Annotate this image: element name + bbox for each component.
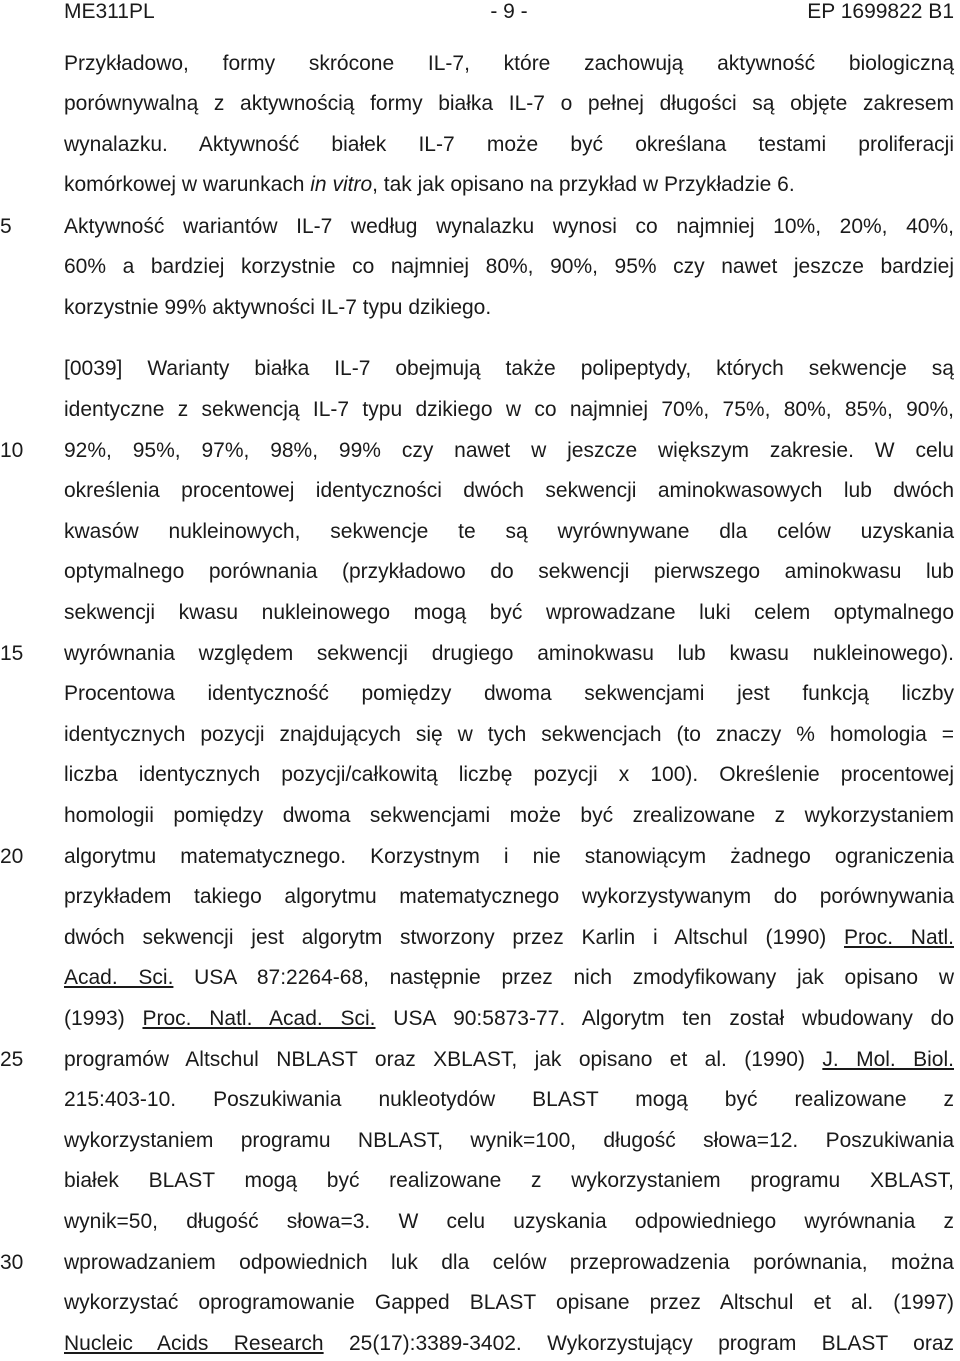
line-text: USA 90:5873-77. Algorytm ten został wbudowany do	[375, 1007, 954, 1030]
patent-number: EP 1699822 B1	[807, 0, 954, 23]
paragraph-line: 92%, 95%, 97%, 98%, 99% czy nawet w jeszcze większym zakresie. W celu	[64, 439, 954, 462]
journal-citation: J. Mol. Biol.	[822, 1048, 954, 1071]
line-text: , tak jak opisano na przykład w Przykładzie 6.	[372, 173, 795, 196]
paragraph-line: porównywalną z aktywnością formy białka IL-7 o pełnej długości są objęte zakresem	[64, 92, 954, 115]
paragraph-line	[64, 354, 954, 384]
paragraph-line	[64, 923, 954, 953]
journal-citation: Proc. Natl. Acad. Sci.	[142, 1007, 376, 1030]
paragraph-line: Aktywność wariantów IL-7 według wynalazku wynosi co najmniej 10%, 20%, 40%,	[64, 215, 954, 238]
margin-line-number: 25	[0, 1048, 24, 1071]
paragraph-line: Procentowa identyczność pomiędzy dwoma sekwencjami jest funkcją liczby	[64, 682, 954, 705]
paragraph-line	[64, 1004, 954, 1034]
paragraph-line: wprowadzaniem odpowiednich luk dla celów przeprowadzenia porównania, można	[64, 1251, 954, 1274]
paragraph-line: białek BLAST mogą być realizowane z wykorzystaniem programu XBLAST,	[64, 1169, 954, 1192]
paragraph-line: 215:403-10. Poszukiwania nukleotydów BLAST mogą być realizowane z	[64, 1088, 954, 1111]
journal-citation: Nucleic Acids Research	[64, 1332, 324, 1355]
paragraph-line: określenia procentowej identyczności dwóch sekwencji aminokwasowych lub dwóch	[64, 479, 954, 502]
paragraph-line: wykorzystaniem programu NBLAST, wynik=100, długość słowa=12. Poszukiwania	[64, 1129, 954, 1152]
line-text: dwóch sekwencji jest algorytm stworzony przez Karlin i Altschul (1990)	[64, 926, 845, 949]
line-text: komórkowej w warunkach	[64, 173, 311, 196]
line-text: USA 87:2264-68, następnie przez nich zmodyfikowany jak opisano w	[173, 966, 954, 989]
paragraph-line: liczba identycznych pozycji/całkowitą liczbę pozycji x 100). Określenie procentowej	[64, 763, 954, 786]
paragraph-line: wykorzystać oprogramowanie Gapped BLAST opisane przez Altschul et al. (1997)	[64, 1291, 954, 1314]
paragraph-line: identyczne z sekwencją IL-7 typu dzikiego w co najmniej 70%, 75%, 80%, 85%, 90%,	[64, 398, 954, 421]
paragraph-line: korzystnie 99% aktywności IL-7 typu dzikiego.	[64, 296, 492, 319]
paragraph-line: kwasów nukleinowych, sekwencje te są wyrównywane dla celów uzyskania	[64, 520, 954, 543]
journal-citation: Acad. Sci.	[64, 966, 174, 989]
paragraph-line: wynik=50, długość słowa=3. W celu uzyskania odpowiedniego wyrównania z	[64, 1210, 954, 1233]
paragraph-line: homologii pomiędzy dwoma sekwencjami może być zrealizowane z wykorzystaniem	[64, 804, 954, 827]
paragraph-line	[64, 1045, 954, 1075]
margin-line-number: 30	[0, 1251, 24, 1274]
line-text: Warianty białka IL-7 obejmują także polipeptydy, których sekwencje są	[147, 357, 954, 380]
italic-term: in vitro	[310, 173, 373, 196]
paragraph-line	[64, 170, 954, 200]
paragraph-number: [0039]	[64, 357, 123, 380]
line-text: (1993)	[64, 1007, 143, 1030]
paragraph-line: sekwencji kwasu nukleinowego mogą być wprowadzane luki celem optymalnego	[64, 601, 954, 624]
line-text: programów Altschul NBLAST oraz XBLAST, jak opisano et al. (1990)	[64, 1048, 823, 1071]
document-code: ME311PL	[64, 0, 155, 23]
paragraph-line: algorytmu matematycznego. Korzystnym i nie stanowiącym żadnego ograniczenia	[64, 845, 954, 868]
journal-citation: Proc. Natl.	[844, 926, 954, 949]
page-number: - 9 -	[490, 0, 528, 23]
margin-line-number: 20	[0, 845, 24, 868]
paragraph-line	[64, 1329, 954, 1359]
paragraph-line	[64, 963, 954, 993]
paragraph-line: 60% a bardziej korzystnie co najmniej 80%, 90%, 95% czy nawet jeszcze bardziej	[64, 255, 954, 278]
paragraph-line: Przykładowo, formy skrócone IL-7, które zachowują aktywność biologiczną	[64, 52, 954, 75]
paragraph-line: wynalazku. Aktywność białek IL-7 może być określana testami proliferacji	[64, 133, 954, 156]
paragraph-line: przykładem takiego algorytmu matematycznego wykorzystywanym do porównywania	[64, 885, 954, 908]
paragraph-line: optymalnego porównania (przykładowo do sekwencji pierwszego aminokwasu lub	[64, 560, 954, 583]
line-text: 25(17):3389-3402. Wykorzystujący program BLAST oraz	[323, 1332, 955, 1355]
paragraph-line: wyrównania względem sekwencji drugiego aminokwasu lub kwasu nukleinowego).	[64, 642, 954, 665]
margin-line-number: 10	[0, 439, 24, 462]
margin-line-number: 5	[0, 215, 12, 238]
margin-line-number: 15	[0, 642, 24, 665]
paragraph-line: identycznych pozycji znajdujących się w tych sekwencjach (to znaczy % homologia =	[64, 723, 954, 746]
